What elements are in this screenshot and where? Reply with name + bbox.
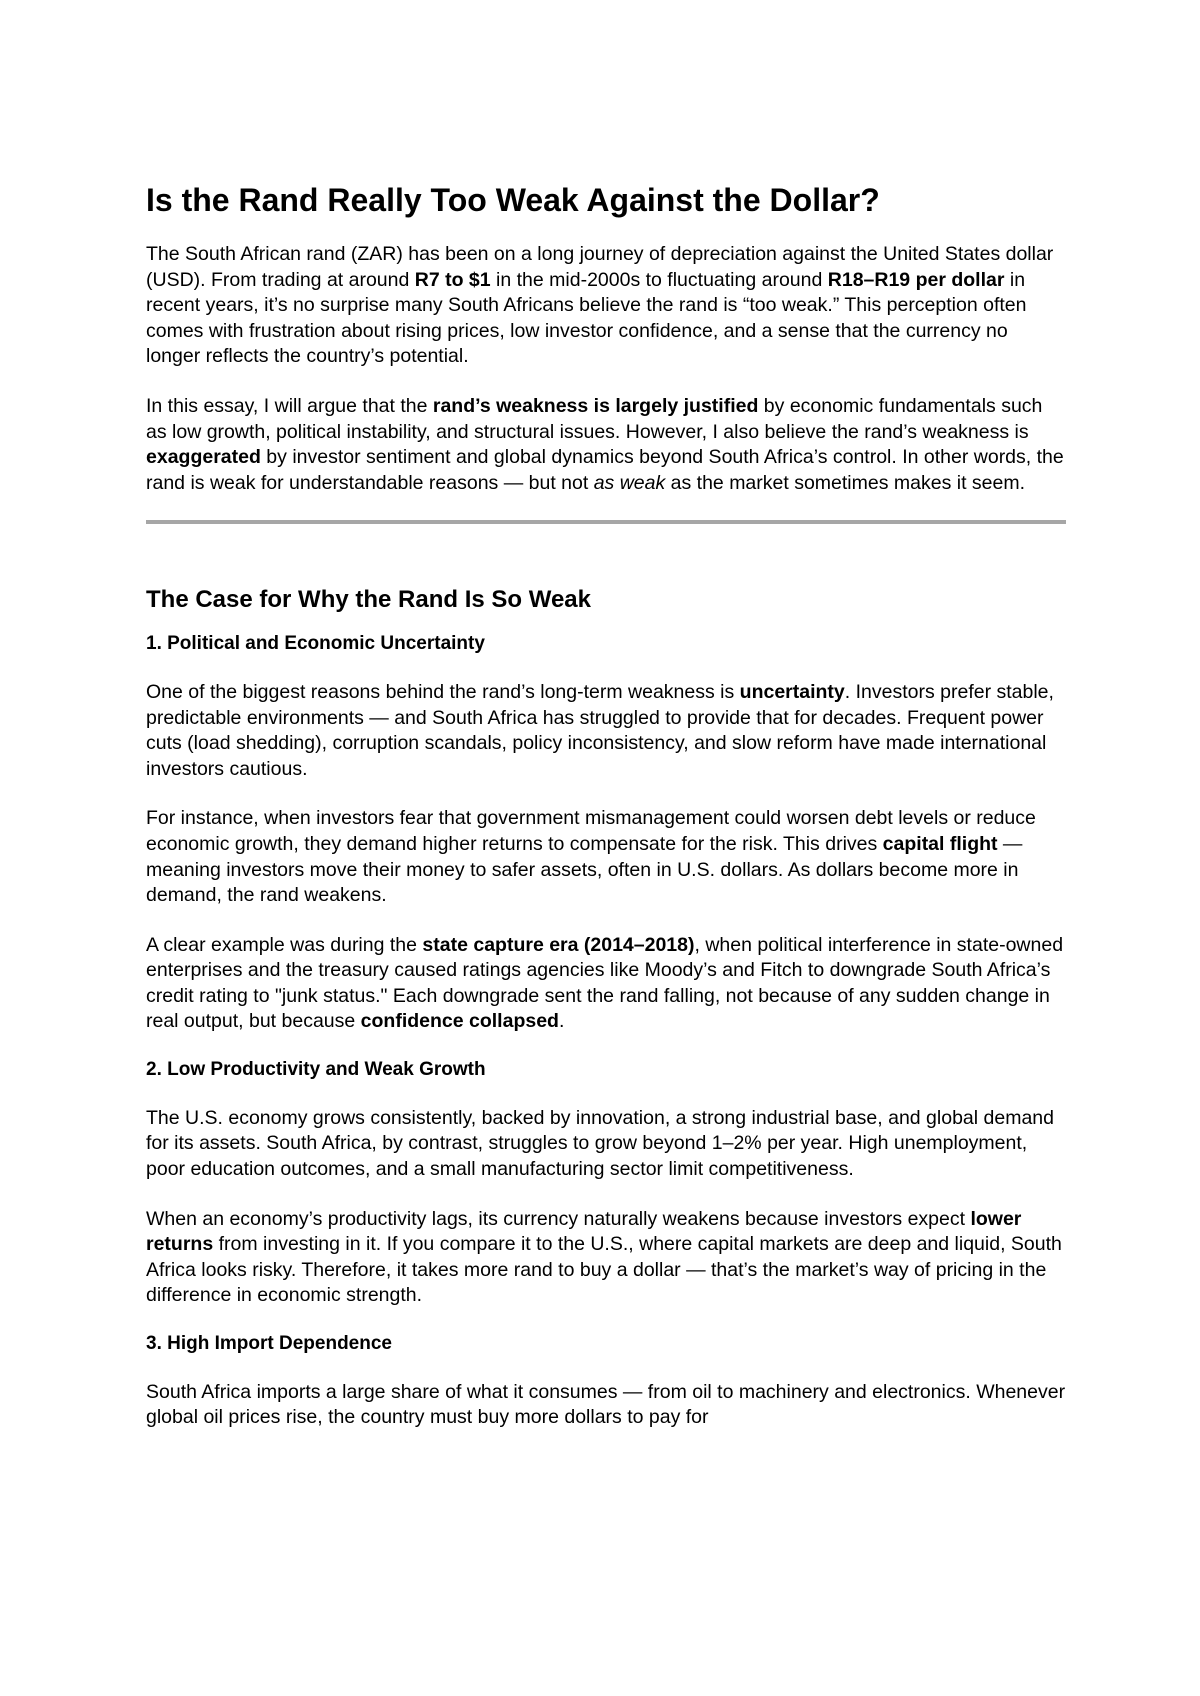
intro-paragraph-2 bbox=[146, 394, 1066, 496]
bold-text: exaggerated bbox=[146, 446, 261, 469]
text-run: in the mid-2000s to fluctuating around bbox=[490, 268, 828, 291]
text-run: . Investors prefer stable, predictable environments — and South Africa has struggled to provide that for decades. Frequent power cuts (load shedding), corruption scandals, policy inconsistency, and slow reform have made international investors cautious. bbox=[146, 680, 1054, 780]
text-run: as the market sometimes makes it seem. bbox=[665, 471, 1026, 494]
s1-paragraph-2 bbox=[146, 806, 1066, 908]
bold-text: confidence collapsed bbox=[360, 1010, 559, 1033]
text-run: in recent years, it’s no surprise many South Africans believe the rand is “too weak.” This perception often comes with frustration about rising prices, low investor confidence, and a sense that the currency no longer reflects the country’s potential. bbox=[146, 268, 1027, 368]
text-run: . bbox=[558, 1010, 565, 1033]
s2-paragraph-1: The U.S. economy grows consistently, backed by innovation, a strong industrial base, and global demand for its assets. South Africa, by contrast, struggles to grow beyond 1–2% per year. High unemployment, poor education outcomes, and a small manufacturing sector limit competitiveness. bbox=[146, 1106, 1054, 1181]
bold-text: R7 to $1 bbox=[414, 268, 491, 291]
subsection-heading-3: 3. High Import Dependence bbox=[146, 1333, 392, 1355]
text-run: — meaning investors move their money to safer assets, often in U.S. dollars. As dollars become more in demand, the rand weakens. bbox=[146, 832, 1023, 907]
subsection-heading-2: 2. Low Productivity and Weak Growth bbox=[146, 1059, 486, 1081]
s1-paragraph-3 bbox=[146, 933, 1066, 1035]
text-run: When an economy’s productivity lags, its currency naturally weakens because investors expect bbox=[146, 1207, 971, 1230]
text-run: A clear example was during the bbox=[146, 933, 423, 956]
text-run: from investing in it. If you compare it to the U.S., where capital markets are deep and liquid, South Africa looks risky. Therefore, it takes more rand to buy a dollar — that’s the market’s way of pricing in the difference in economic strength. bbox=[146, 1233, 1062, 1307]
subsection-heading-1: 1. Political and Economic Uncertainty bbox=[146, 633, 485, 655]
text-run: by economic fundamentals such as low growth, political instability, and structural issues. However, I also believe the rand’s weakness is bbox=[146, 394, 1043, 443]
section-heading: The Case for Why the Rand Is So Weak bbox=[146, 586, 591, 614]
s3-paragraph-1: South Africa imports a large share of what it consumes — from oil to machinery and electronics. Whenever global oil prices rise, the country must buy more dollars to pay for bbox=[146, 1380, 1066, 1429]
document-title: Is the Rand Really Too Weak Against the Dollar? bbox=[146, 182, 880, 218]
bold-text: rand’s weakness is largely justified bbox=[432, 394, 759, 417]
document-page bbox=[146, 180, 1066, 1455]
intro-paragraph-1 bbox=[146, 242, 1066, 370]
italic-text: as weak bbox=[593, 471, 666, 494]
text-run: , when political interference in state-owned enterprises and the treasury caused ratings agencies like Moody’s and Fitch to downgrade South Africa’s credit rating to "junk status." Each downgrade sent the rand falling, not because of any sudden change in real output, but because bbox=[146, 933, 1064, 1033]
s2-paragraph-2 bbox=[146, 1207, 1066, 1309]
text-run: The South African rand (ZAR) has been on a long journey of depreciation against the United States dollar (USD). From trading at around bbox=[146, 243, 1054, 291]
bold-text: state capture era (2014–2018) bbox=[422, 933, 695, 956]
section-divider bbox=[146, 520, 1066, 524]
text-run: For instance, when investors fear that government mismanagement could worsen debt levels or reduce economic growth, they demand higher returns to compensate for the risk. This drives bbox=[146, 807, 1036, 855]
text-run: by investor sentiment and global dynamics beyond South Africa’s control. In other words, the rand is weak for understandable reasons — but not bbox=[146, 446, 1064, 494]
s1-paragraph-1 bbox=[146, 680, 1066, 782]
bold-text: capital flight bbox=[882, 832, 998, 855]
text-run: In this essay, I will argue that the bbox=[146, 394, 433, 417]
text-run: One of the biggest reasons behind the rand’s long-term weakness is bbox=[146, 680, 740, 703]
bold-text: R18–R19 per dollar bbox=[827, 268, 1005, 291]
bold-text: lower returns bbox=[146, 1207, 1022, 1256]
bold-text: uncertainty bbox=[739, 680, 845, 703]
